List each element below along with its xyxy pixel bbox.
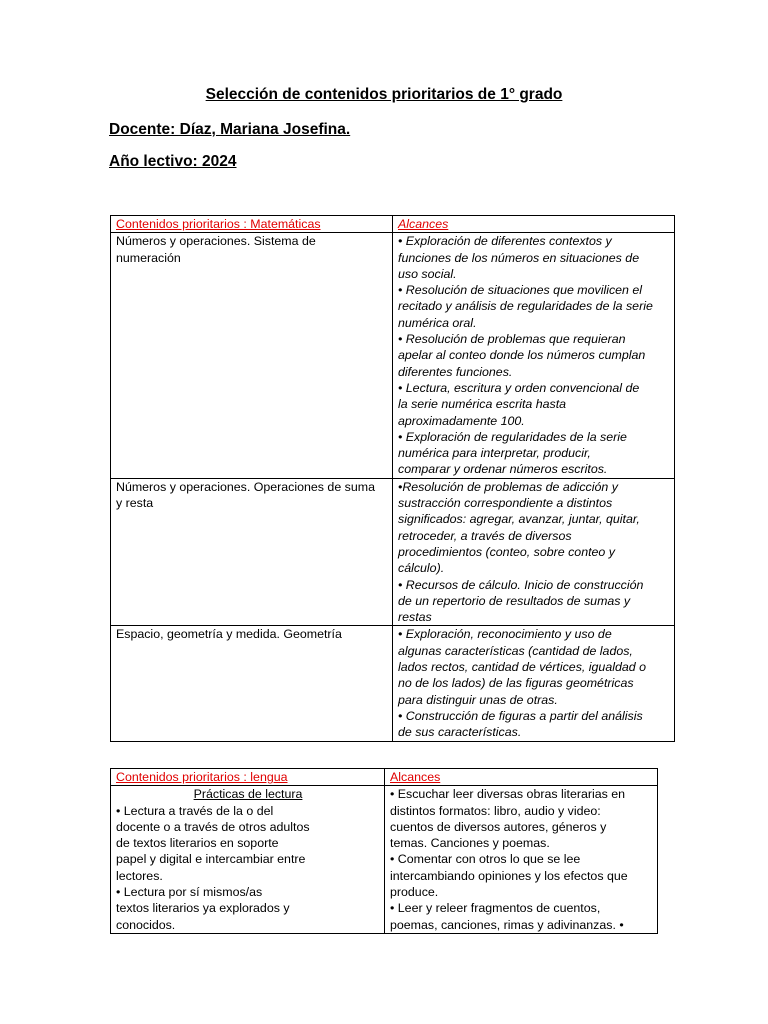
math-header-contents: Contenidos prioritarios : Matemáticas bbox=[111, 216, 393, 233]
text-line: numérica oral. bbox=[398, 315, 477, 330]
text-line: distintos formatos: libro, audio y video: bbox=[390, 803, 601, 818]
language-table bbox=[110, 768, 658, 934]
text-line: conocidos. bbox=[116, 917, 176, 932]
text-line: diferentes funciones. bbox=[398, 364, 513, 379]
text-line: •Resolución de problemas de adicción y bbox=[398, 479, 618, 494]
text-line: numérica para interpretar, producir, bbox=[398, 446, 591, 461]
text-line: • Leer y releer fragmentos de cuentos, bbox=[390, 901, 601, 916]
math-table bbox=[110, 215, 675, 742]
text-line: • Exploración de diferentes contextos y bbox=[398, 234, 612, 249]
text-line: • Comentar con otros lo que se lee bbox=[390, 852, 581, 867]
math-row-2-scope bbox=[393, 478, 675, 626]
text-line: para distinguir unas de otras. bbox=[398, 692, 558, 707]
math-row-3-scope bbox=[393, 626, 675, 741]
text-line: cálculo). bbox=[398, 561, 445, 576]
text-line: apelar al conteo donde los números cumplan bbox=[398, 348, 646, 363]
text-line: Números y operaciones. Operaciones de suma bbox=[116, 479, 375, 494]
text-line: de sus características. bbox=[398, 725, 522, 740]
text-line: poemas, canciones, rimas y adivinanzas. • bbox=[390, 917, 624, 932]
text-line: • Exploración, reconocimiento y uso de bbox=[398, 627, 612, 642]
math-row-1-content bbox=[111, 233, 393, 478]
language-row-content bbox=[111, 786, 385, 934]
document-title: Selección de contenidos prioritarios de 1° grado bbox=[205, 86, 563, 103]
text-line: • Construcción de figuras a partir del análisis bbox=[398, 708, 643, 723]
math-header-scope: Alcances bbox=[393, 216, 675, 233]
math-row-1-scope bbox=[393, 233, 675, 478]
text-line: y resta bbox=[116, 496, 154, 511]
text-line: lados rectos, cantidad de vértices, igualdad o bbox=[398, 660, 646, 675]
language-header-scope: Alcances bbox=[385, 769, 658, 786]
language-row-scope bbox=[385, 786, 658, 934]
text-line: textos literarios ya explorados y bbox=[116, 901, 290, 916]
text-line: produce. bbox=[390, 885, 439, 900]
text-line: • Escuchar leer diversas obras literarias en bbox=[390, 787, 626, 802]
text-line: aproximadamente 100. bbox=[398, 413, 525, 428]
text-line: significados: agregar, avanzar, juntar, quitar, bbox=[398, 512, 640, 527]
text-line: de un repertorio de resultados de sumas y bbox=[398, 593, 631, 608]
table-row bbox=[111, 233, 675, 478]
text-line: restas bbox=[398, 610, 432, 625]
text-line: no de los lados) de las figuras geométricas bbox=[398, 676, 634, 691]
math-row-2-content bbox=[111, 478, 393, 626]
text-line: Espacio, geometría y medida. Geometría bbox=[116, 627, 342, 642]
text-line: lectores. bbox=[116, 868, 163, 883]
school-year: Año lectivo: 2024 bbox=[109, 153, 237, 170]
text-line: docente o a través de otros adultos bbox=[116, 819, 310, 834]
text-line: • Resolución de situaciones que movilicen el bbox=[398, 283, 643, 298]
text-line: • Recursos de cálculo. Inicio de construcción bbox=[398, 577, 644, 592]
text-line: • Exploración de regularidades de la serie bbox=[398, 429, 627, 444]
text-line: funciones de los números en situaciones de bbox=[398, 250, 640, 265]
text-line: algunas características (cantidad de lados, bbox=[398, 643, 633, 658]
text-line: • Resolución de problemas que requieran bbox=[398, 332, 626, 347]
text-line: cuentos de diversos autores, géneros y bbox=[390, 819, 607, 834]
text-line: recitado y análisis de regularidades de la serie bbox=[398, 299, 653, 314]
language-table-header bbox=[111, 769, 658, 786]
text-line: papel y digital e intercambiar entre bbox=[116, 852, 306, 867]
text-line: de textos literarios en soporte bbox=[116, 836, 279, 851]
table-row bbox=[111, 786, 658, 934]
math-table-header bbox=[111, 216, 675, 233]
text-line: Números y operaciones. Sistema de bbox=[116, 234, 316, 249]
text-line: procedimientos (conteo, sobre conteo y bbox=[398, 544, 615, 559]
text-line: uso social. bbox=[398, 266, 457, 281]
text-line: la serie numérica escrita hasta bbox=[398, 397, 567, 412]
reading-practices-heading: Prácticas de lectura bbox=[193, 787, 303, 802]
text-line: comparar y ordenar números escritos. bbox=[398, 462, 608, 477]
text-line: retroceder, a través de diversos bbox=[398, 528, 572, 543]
teacher-name: Docente: Díaz, Mariana Josefina. bbox=[109, 121, 351, 138]
table-row bbox=[111, 626, 675, 741]
text-line: intercambiando opiniones y los efectos que bbox=[390, 868, 628, 883]
table-row bbox=[111, 478, 675, 626]
text-line: numeración bbox=[116, 250, 181, 265]
text-line: • Lectura a través de la o del bbox=[116, 803, 274, 818]
language-header-contents: Contenidos prioritarios : lengua bbox=[111, 769, 385, 786]
text-line: • Lectura, escritura y orden convencional de bbox=[398, 380, 640, 395]
math-row-3-content bbox=[111, 626, 393, 741]
text-line: sustracción correspondiente a distintos bbox=[398, 496, 613, 511]
text-line: temas. Canciones y poemas. bbox=[390, 836, 550, 851]
text-line: • Lectura por sí mismos/as bbox=[116, 885, 263, 900]
